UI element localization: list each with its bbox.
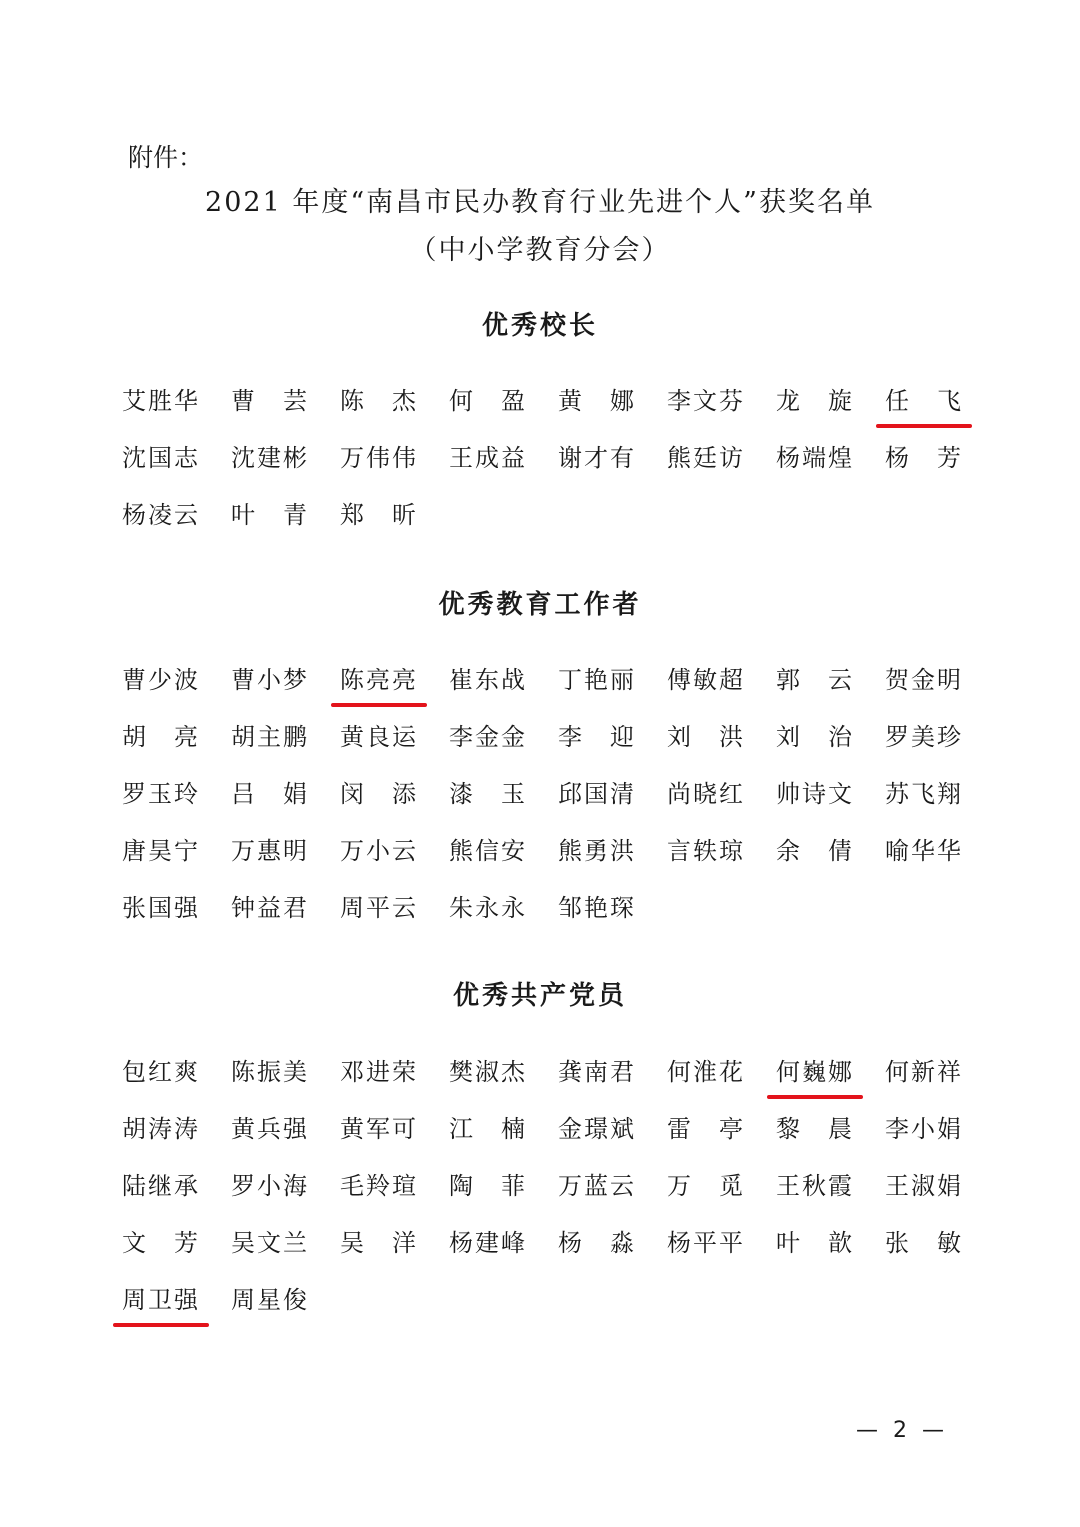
name-item	[340, 441, 449, 498]
name-text: 胡涛涛	[122, 1115, 198, 1143]
name-text: 毛羚瑄	[340, 1172, 416, 1200]
name-item	[340, 777, 449, 834]
name-item	[449, 1226, 558, 1283]
name-item	[122, 498, 231, 555]
name-item	[122, 663, 231, 720]
name-item	[558, 720, 667, 777]
name-text: 何 盈	[449, 387, 525, 415]
name-text: 贺金明	[885, 666, 961, 694]
name-item-underlined	[122, 1283, 231, 1340]
name-text: 万小云	[340, 837, 416, 865]
name-text: 余 倩	[776, 837, 852, 865]
name-item	[231, 1226, 340, 1283]
name-item	[340, 834, 449, 891]
name-text: 何新祥	[885, 1058, 961, 1086]
name-item-underlined	[776, 1055, 885, 1112]
name-text: 喻华华	[885, 837, 961, 865]
name-text: 刘 洪	[667, 723, 743, 751]
name-text: 陈振美	[231, 1058, 307, 1086]
name-text: 金璟斌	[558, 1115, 634, 1143]
name-item	[449, 384, 558, 441]
name-item	[776, 441, 885, 498]
name-item	[885, 1169, 994, 1226]
name-text: 黎 晨	[776, 1115, 852, 1143]
name-item	[449, 1055, 558, 1112]
name-item	[667, 384, 776, 441]
name-text: 文 芳	[122, 1229, 198, 1257]
name-text: 朱永永	[449, 894, 525, 922]
name-item	[231, 891, 340, 948]
name-item-underlined	[340, 663, 449, 720]
name-text: 吴文兰	[231, 1229, 307, 1257]
name-item	[667, 1226, 776, 1283]
name-item	[449, 441, 558, 498]
name-text: 帅诗文	[776, 780, 852, 808]
name-text: 胡主鹏	[231, 723, 307, 751]
name-item	[122, 1112, 231, 1169]
name-item	[449, 663, 558, 720]
name-text: 熊廷访	[667, 444, 743, 472]
name-item	[885, 720, 994, 777]
name-text: 熊勇洪	[558, 837, 634, 865]
name-item	[558, 1112, 667, 1169]
name-item	[340, 891, 449, 948]
name-item	[776, 1226, 885, 1283]
name-item	[231, 1169, 340, 1226]
name-text: 杨端煌	[776, 444, 852, 472]
name-item	[449, 834, 558, 891]
name-text: 邱国清	[558, 780, 634, 808]
name-text: 沈建彬	[231, 444, 307, 472]
name-text: 陆继承	[122, 1172, 198, 1200]
name-text: 龙 旋	[776, 387, 852, 415]
name-item	[667, 441, 776, 498]
name-text: 王秋霞	[776, 1172, 852, 1200]
name-text: 何巍娜	[776, 1058, 852, 1086]
name-item	[231, 1055, 340, 1112]
name-item	[340, 1169, 449, 1226]
name-item	[340, 1226, 449, 1283]
name-item	[776, 1112, 885, 1169]
name-item	[776, 777, 885, 834]
name-item	[667, 1055, 776, 1112]
name-item	[667, 720, 776, 777]
name-item	[122, 1169, 231, 1226]
name-item	[449, 891, 558, 948]
section-heading-principals: 优秀校长	[481, 311, 598, 341]
name-text: 杨平平	[667, 1229, 743, 1257]
name-text: 傅敏超	[667, 666, 743, 694]
name-text: 漆 玉	[449, 780, 525, 808]
name-item	[122, 720, 231, 777]
section-heading-party-members: 优秀共产党员	[452, 981, 627, 1011]
name-text: 樊淑杰	[449, 1058, 525, 1086]
name-text: 张 敏	[885, 1229, 961, 1257]
name-text: 李文芬	[667, 387, 743, 415]
name-item	[776, 834, 885, 891]
name-text: 黄良运	[340, 723, 416, 751]
name-text: 黄 娜	[558, 387, 634, 415]
name-text: 黄军可	[340, 1115, 416, 1143]
name-item	[558, 1055, 667, 1112]
name-item	[122, 891, 231, 948]
name-item	[885, 663, 994, 720]
name-text: 曹 芸	[231, 387, 307, 415]
name-text: 江 楠	[449, 1115, 525, 1143]
name-text: 万 觅	[667, 1172, 743, 1200]
name-text: 王淑娟	[885, 1172, 961, 1200]
name-text: 苏飞翔	[885, 780, 961, 808]
name-text: 刘 治	[776, 723, 852, 751]
name-text: 崔东战	[449, 666, 525, 694]
name-text: 周平云	[340, 894, 416, 922]
name-item	[558, 1169, 667, 1226]
name-item	[122, 834, 231, 891]
name-item	[885, 1055, 994, 1112]
name-item	[231, 663, 340, 720]
name-item	[776, 384, 885, 441]
section-heading-educators: 优秀教育工作者	[438, 590, 642, 620]
name-text: 唐昊宁	[122, 837, 198, 865]
name-text: 雷 亭	[667, 1115, 743, 1143]
name-text: 陈亮亮	[340, 666, 416, 694]
name-text: 邹艳琛	[558, 894, 634, 922]
name-item	[558, 777, 667, 834]
name-text: 王成益	[449, 444, 525, 472]
name-item	[122, 384, 231, 441]
name-text: 罗玉玲	[122, 780, 198, 808]
name-item	[340, 1112, 449, 1169]
name-text: 言轶琼	[667, 837, 743, 865]
name-grid-principals	[122, 384, 982, 555]
name-text: 龚南君	[558, 1058, 634, 1086]
name-text: 熊信安	[449, 837, 525, 865]
name-item	[122, 777, 231, 834]
name-text: 杨 芳	[885, 444, 961, 472]
name-item	[667, 1169, 776, 1226]
name-item	[667, 777, 776, 834]
name-text: 钟益君	[231, 894, 307, 922]
name-item	[449, 1112, 558, 1169]
name-text: 郑 昕	[340, 501, 416, 529]
name-item	[122, 1055, 231, 1112]
name-item	[449, 777, 558, 834]
name-item	[231, 384, 340, 441]
name-item	[885, 1112, 994, 1169]
name-item	[885, 1226, 994, 1283]
name-text: 沈国志	[122, 444, 198, 472]
name-item	[449, 720, 558, 777]
name-item	[667, 663, 776, 720]
name-item	[885, 777, 994, 834]
document-title: 2021 年度“南昌市民办教育行业先进个人”获奖名单	[205, 187, 875, 218]
name-text: 曹少波	[122, 666, 198, 694]
name-item	[558, 663, 667, 720]
name-text: 万蓝云	[558, 1172, 634, 1200]
name-item	[776, 1169, 885, 1226]
name-text: 万伟伟	[340, 444, 416, 472]
name-text: 罗小海	[231, 1172, 307, 1200]
name-text: 吕 娟	[231, 780, 307, 808]
name-text: 郭 云	[776, 666, 852, 694]
name-item	[231, 720, 340, 777]
name-text: 李小娟	[885, 1115, 961, 1143]
name-text: 艾胜华	[122, 387, 198, 415]
name-text: 陶 菲	[449, 1172, 525, 1200]
name-item	[231, 834, 340, 891]
name-item	[558, 441, 667, 498]
name-item	[558, 891, 667, 948]
name-item	[667, 834, 776, 891]
name-text: 叶 青	[231, 501, 307, 529]
name-text: 周卫强	[122, 1286, 198, 1314]
name-item	[558, 384, 667, 441]
name-item	[231, 1112, 340, 1169]
name-grid-educators	[122, 663, 982, 948]
name-item	[885, 441, 994, 498]
name-item	[558, 834, 667, 891]
name-item	[558, 1226, 667, 1283]
name-item	[667, 1112, 776, 1169]
name-text: 吴 洋	[340, 1229, 416, 1257]
name-text: 尚晓红	[667, 780, 743, 808]
name-item	[340, 1055, 449, 1112]
name-text: 李 迎	[558, 723, 634, 751]
name-item	[231, 441, 340, 498]
name-item	[776, 663, 885, 720]
name-text: 杨 淼	[558, 1229, 634, 1257]
name-item	[340, 720, 449, 777]
name-text: 杨凌云	[122, 501, 198, 529]
name-item	[231, 777, 340, 834]
name-text: 杨建峰	[449, 1229, 525, 1257]
name-item	[231, 1283, 340, 1340]
name-item	[449, 1169, 558, 1226]
name-text: 谢才有	[558, 444, 634, 472]
name-text: 周星俊	[231, 1286, 307, 1314]
name-text: 李金金	[449, 723, 525, 751]
name-item	[122, 1226, 231, 1283]
attachment-label: 附件：	[128, 143, 204, 172]
name-text: 张国强	[122, 894, 198, 922]
name-text: 包红爽	[122, 1058, 198, 1086]
name-item	[885, 834, 994, 891]
name-text: 叶 歆	[776, 1229, 852, 1257]
name-text: 丁艳丽	[558, 666, 634, 694]
name-text: 闵 添	[340, 780, 416, 808]
name-item	[776, 720, 885, 777]
name-item-underlined	[885, 384, 994, 441]
page-number: — 2 —	[856, 1418, 948, 1443]
name-item	[340, 498, 449, 555]
name-grid-party-members	[122, 1055, 982, 1340]
name-text: 曹小梦	[231, 666, 307, 694]
name-text: 邓进荣	[340, 1058, 416, 1086]
name-text: 任 飞	[885, 387, 961, 415]
name-text: 何淮花	[667, 1058, 743, 1086]
name-item	[340, 384, 449, 441]
name-text: 罗美珍	[885, 723, 961, 751]
name-text: 陈 杰	[340, 387, 416, 415]
name-item	[231, 498, 340, 555]
name-text: 黄兵强	[231, 1115, 307, 1143]
name-item	[122, 441, 231, 498]
document-subtitle: （中小学教育分会）	[409, 235, 671, 266]
name-text: 万惠明	[231, 837, 307, 865]
name-text: 胡 亮	[122, 723, 198, 751]
